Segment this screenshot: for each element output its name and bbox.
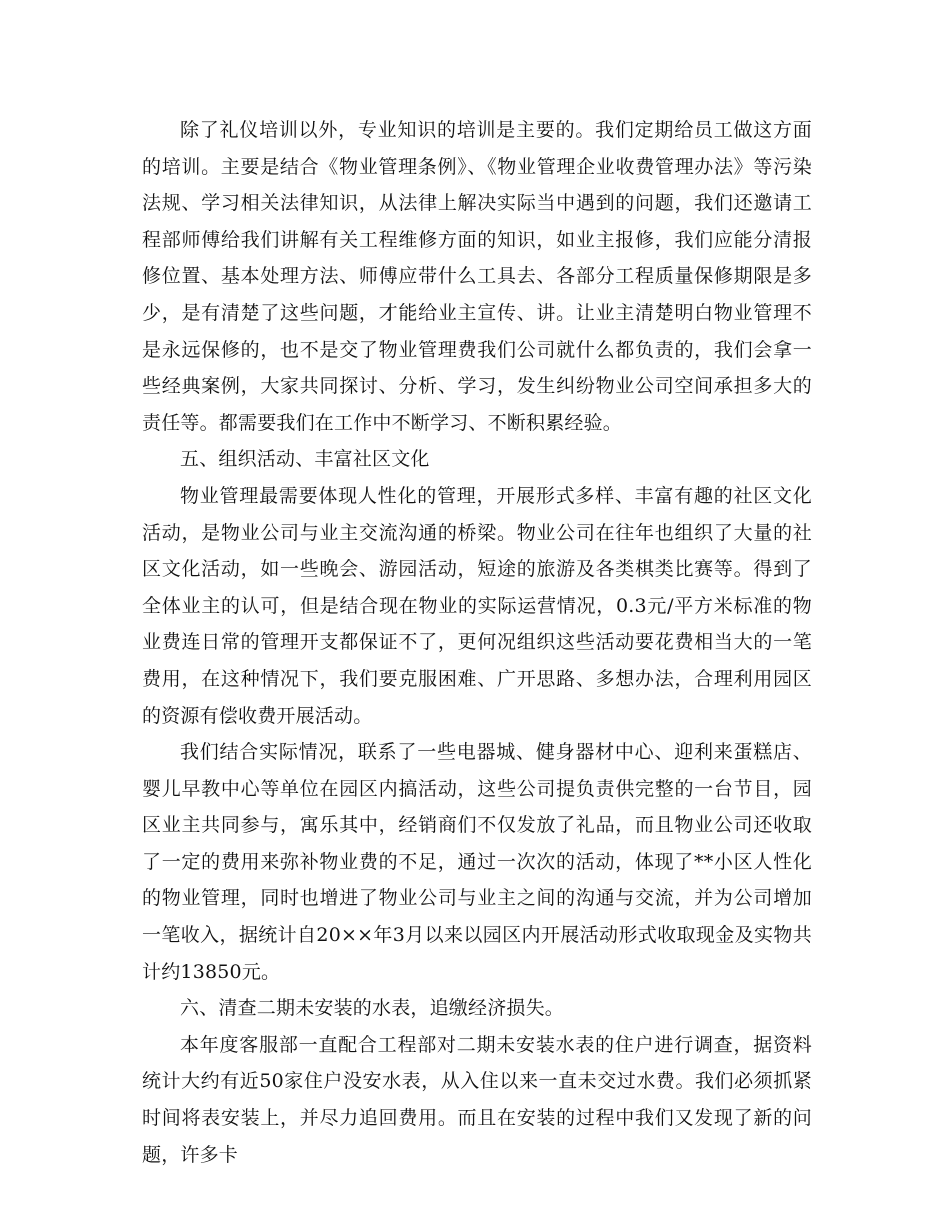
section-heading-six: 六、清查二期未安装的水表，追缴经济损失。	[180, 997, 565, 1020]
document-body	[142, 112, 812, 1173]
paragraph-community-culture: 物业管理最需要体现人性化的管理，开展形式多样、丰富有趣的社区文化活动，是物业公司与业主交流沟通的桥梁。物业公司在往年也组织了大量的社区文化活动，如一些晚会、游园活动，短途的旅游及各类棋类比赛等。得到了全体业主的认可，但是结合现在物业的实际运营情况，0.3元/平方米标准的物业费连日常的管理开支都保证不了，更何况组织这些活动要花费相当大的一笔费用，在这种情况下，我们要克服困难、广开思路、多想办法，合理利用园区的资源有偿收费开展活动。	[142, 484, 812, 727]
paragraph-water-meters: 本年度客服部一直配合工程部对二期未安装水表的住户进行调查，据资料统计大约有近50家住户没安水表，从入住以来一直未交过水费。我们必须抓紧时间将表安装上，并尽力追回费用。而且在安装的过程中我们又发现了新的问题，许多卡	[142, 1033, 812, 1166]
paragraph-training: 除了礼仪培训以外，专业知识的培训是主要的。我们定期给员工做这方面的培训。主要是结合《物业管理条例》、《物业管理企业收费管理办法》等污染法规、学习相关法律知识，从法律上解决实际当中遇到的问题，我们还邀请工程部师傅给我们讲解有关工程维修方面的知识，如业主报修，我们应能分清报修位置、基本处理方法、师傅应带什么工具去、各部分工程质量保修期限是多少，是有清楚了这些问题，才能给业主宣传、讲。让业主清楚明白物业管理不是永远保修的，也不是交了物业管理费我们公司就什么都负责的，我们会拿一些经典案例，大家共同探讨、分析、学习，发生纠纷物业公司空间承担多大的责任等。都需要我们在工作中不断学习、不断积累经验。	[142, 119, 812, 434]
paragraph-activities: 我们结合实际情况，联系了一些电器城、健身器材中心、迎利来蛋糕店、婴儿早教中心等单位在园区内搞活动，这些公司提负责供完整的一台节目，园区业主共同参与，寓乐其中，经销商们不仅发放了礼品，而且物业公司还收取了一定的费用来弥补物业费的不足，通过一次次的活动，体现了**小区人性化的物业管理，同时也增进了物业公司与业主之间的沟通与交流，并为公司增加一笔收入，据统计自20××年3月以来以园区内开展活动形式收取现金及实物共计约13850元。	[142, 741, 812, 983]
section-heading-five: 五、组织活动、丰富社区文化	[180, 448, 430, 471]
